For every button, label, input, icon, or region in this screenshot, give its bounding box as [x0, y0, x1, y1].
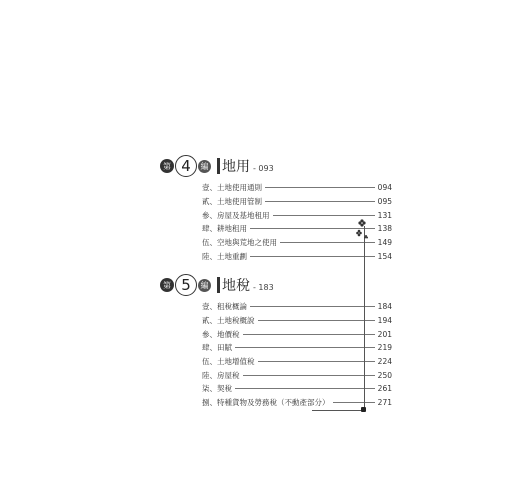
- entry-page: 095: [377, 197, 392, 207]
- part-title-page: - 183: [253, 283, 274, 292]
- vertical-rule: [364, 226, 365, 410]
- entry-label: 肆、耕地租用: [202, 224, 247, 234]
- part-heading: [160, 153, 392, 179]
- horizontal-rule: [312, 410, 366, 411]
- leader-line: [280, 242, 375, 243]
- leader-line: [243, 334, 375, 335]
- entry-label: 陸、房屋稅: [202, 370, 240, 380]
- part-badge: [160, 155, 211, 177]
- entry-page: 271: [377, 398, 392, 408]
- leader-line: [265, 201, 375, 202]
- part-number: 4: [175, 155, 197, 177]
- part-seal-right: 編: [198, 279, 211, 292]
- part-title-page: - 093: [253, 164, 274, 173]
- entry-label: 陸、土地重劃: [202, 251, 247, 261]
- entry-page: 250: [377, 370, 392, 380]
- entry-page: 261: [377, 384, 392, 394]
- leader-line: [250, 306, 375, 307]
- toc-part-4: [160, 153, 392, 263]
- leader-line: [273, 215, 375, 216]
- leader-line: [258, 361, 375, 362]
- corner-dot: [361, 407, 366, 412]
- part-badge: [160, 274, 211, 296]
- part-title: 地用: [222, 159, 250, 175]
- entry-page: 201: [377, 329, 392, 339]
- flower-ornament-icon: [354, 218, 370, 242]
- part-title: 地稅: [222, 278, 250, 294]
- entry-label: 肆、田賦: [202, 343, 232, 353]
- title-bar: [217, 277, 220, 293]
- entry-label: 捌、特種貨物及勞務稅（不動產部分）: [202, 398, 330, 408]
- entry-label: 參、房屋及基地租用: [202, 210, 270, 220]
- part-seal-left: 第: [160, 159, 174, 173]
- part-seal-left: 第: [160, 278, 174, 292]
- leader-line: [235, 388, 375, 389]
- entry-page: 184: [377, 302, 392, 312]
- leader-line: [243, 375, 375, 376]
- leader-line: [265, 187, 375, 188]
- part-seal-right: 編: [198, 160, 211, 173]
- entry-label: 參、地價稅: [202, 329, 240, 339]
- entry-page: 131: [377, 210, 392, 220]
- entry-page: 094: [377, 183, 392, 193]
- part-heading: [160, 272, 392, 298]
- entry-page: 154: [377, 251, 392, 261]
- leader-line: [333, 402, 375, 403]
- toc-entry[interactable]: [202, 181, 392, 195]
- entry-page: 194: [377, 316, 392, 326]
- part-number: 5: [175, 274, 197, 296]
- leader-line: [235, 347, 375, 348]
- entry-label: 伍、空地與荒地之使用: [202, 238, 277, 248]
- entry-label: 壹、土地使用通則: [202, 183, 262, 193]
- entry-page: 224: [377, 357, 392, 367]
- leader-line: [258, 320, 375, 321]
- entry-label: 貳、土地稅概說: [202, 316, 255, 326]
- entry-label: 伍、土地增值稅: [202, 357, 255, 367]
- entry-page: 138: [377, 224, 392, 234]
- title-bar: [217, 158, 220, 174]
- entry-page: 149: [377, 238, 392, 248]
- entry-page: 219: [377, 343, 392, 353]
- leader-line: [250, 256, 375, 257]
- toc-part-5: [160, 272, 392, 410]
- entry-label: 壹、租稅概論: [202, 302, 247, 312]
- toc-entry[interactable]: [202, 195, 392, 209]
- entry-label: 貳、土地使用管制: [202, 197, 262, 207]
- entry-label: 柒、契稅: [202, 384, 232, 394]
